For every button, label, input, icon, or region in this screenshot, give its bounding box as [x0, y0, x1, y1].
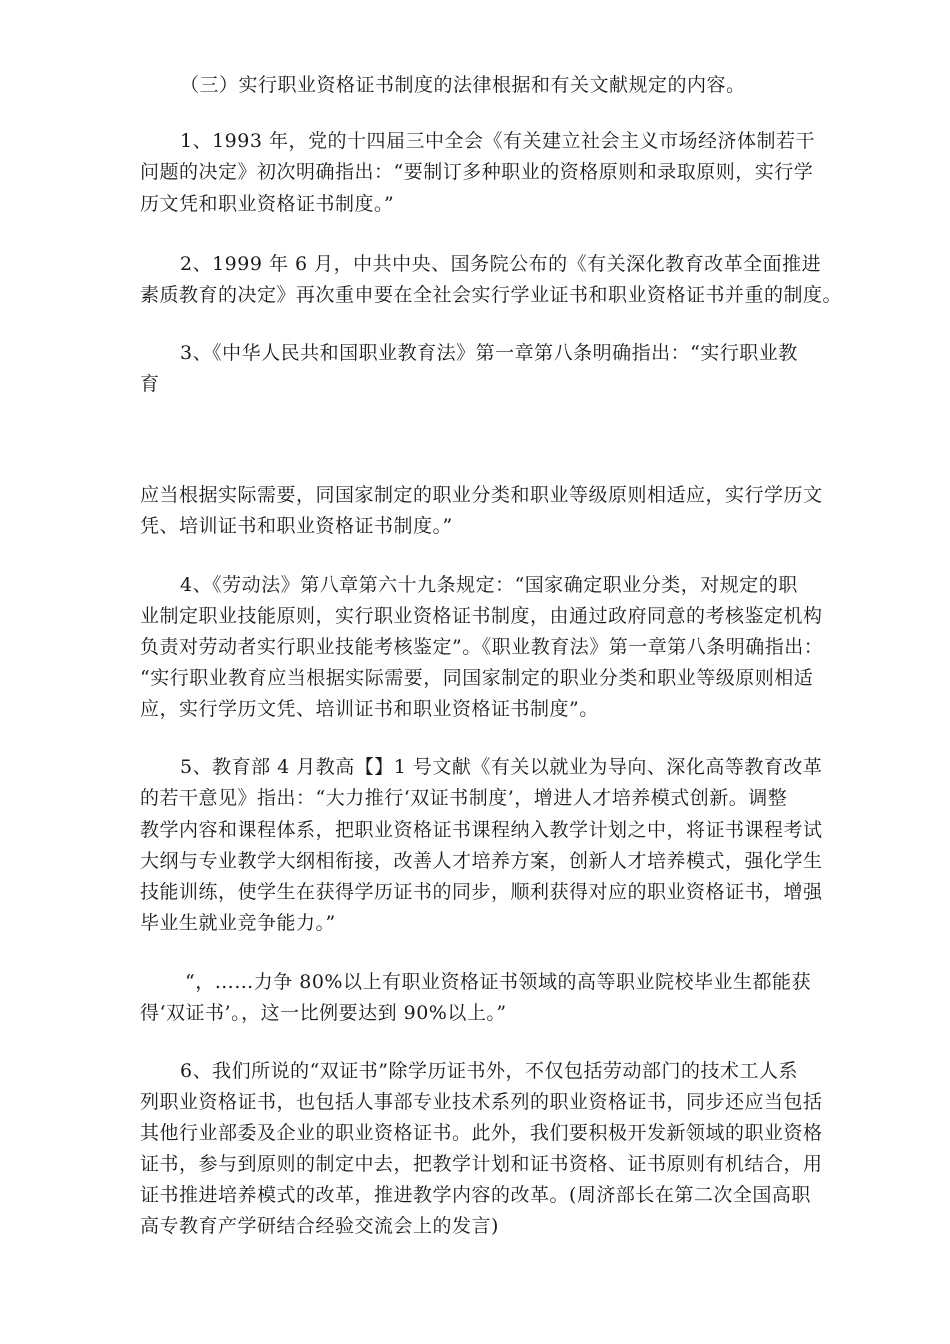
item-5-line-6: 毕业生就业竞争能力。”: [140, 912, 336, 934]
item-4-line-1: 4、《劳动法》第八章第六十九条规定：“国家确定职业分类，对规定的职: [180, 574, 798, 596]
item-2-line-2: 素质教育的决定》再次重申要在全社会实行学业证书和职业资格证书并重的制度。: [140, 284, 843, 306]
item-6-line-2: 列职业资格证书，也包括人事部专业技术系列的职业资格证书，同步还应当包括: [140, 1091, 823, 1113]
item-5-line-1: 5、教育部 4 月教高【】1 号文献《有关以就业为导向、深化高等教育改革: [180, 756, 823, 778]
item-5-line-2: 的若干意见》指出：“大力推行‘双证书制度’，增进人才培养模式创新。调整: [140, 787, 788, 809]
item-3-line-1: 3、《中华人民共和国职业教育法》第一章第八条明确指出：“实行职业教: [180, 342, 798, 364]
item-3-line-2: 育: [140, 373, 160, 395]
item-6-line-5: 证书推进培养模式的改革，推进教学内容的改革。(周济部长在第二次全国高职: [140, 1184, 811, 1206]
item-6-line-1: 6、我们所说的“双证书”除学历证书外，不仅包括劳动部门的技术工人系: [180, 1060, 799, 1082]
item-3-line-4: 凭、培训证书和职业资格证书制度。”: [140, 515, 453, 537]
item-5-line-3: 教学内容和课程体系，把职业资格证书课程纳入教学计划之中，将证书课程考试: [140, 819, 823, 841]
section-heading: （三）实行职业资格证书制度的法律根据和有关文献规定的内容。: [180, 74, 746, 96]
item-1-line-3: 历文凭和职业资格证书制度。”: [140, 193, 395, 215]
item-5-line-5: 技能训练，使学生在获得学历证书的同步，顺利获得对应的职业资格证书，增强: [140, 881, 823, 903]
item-3-line-3: 应当根据实际需要，同国家制定的职业分类和职业等级原则相适应，实行学历文: [140, 484, 823, 506]
item-4-line-5: 应，实行学历文凭、培训证书和职业资格证书制度”。: [140, 698, 599, 720]
item-1-line-2: 问题的决定》初次明确指出：“要制订多种职业的资格原则和录取原则，实行学: [140, 161, 814, 183]
item-4-line-4: “实行职业教育应当根据实际需要，同国家制定的职业分类和职业等级原则相适: [140, 667, 814, 689]
quote-line-2: 得‘双证书’。，这一比例要达到 90%以上。”: [140, 1002, 507, 1024]
item-6-line-4: 证书，参与到原则的制定中去，把教学计划和证书资格、证书原则有机结合，用: [140, 1153, 823, 1175]
item-6-line-3: 其他行业部委及企业的职业资格证书。此外，我们要积极开发新领域的职业资格: [140, 1122, 823, 1144]
item-5-line-4: 大纲与专业教学大纲相衔接，改善人才培养方案，创新人才培养模式，强化学生: [140, 850, 823, 872]
item-4-line-2: 业制定职业技能原则，实行职业资格证书制度，由通过政府同意的考核鉴定机构: [140, 605, 823, 627]
item-2-line-1: 2、1999 年 6 月，中共中央、国务院公布的《有关深化教育改革全面推进: [180, 253, 822, 275]
item-1-line-1: 1、1993 年，党的十四届三中全会《有关建立社会主义市场经济体制若干: [180, 130, 815, 152]
item-6-line-6: 高专教育产学研结合经验交流会上的发言): [140, 1215, 499, 1237]
quote-line-1: “，……力争 80%以上有职业资格证书领域的高等职业院校毕业生都能获: [185, 971, 811, 993]
item-4-line-3: 负责对劳动者实行职业技能考核鉴定”。《职业教育法》第一章第八条明确指出：: [140, 636, 824, 658]
